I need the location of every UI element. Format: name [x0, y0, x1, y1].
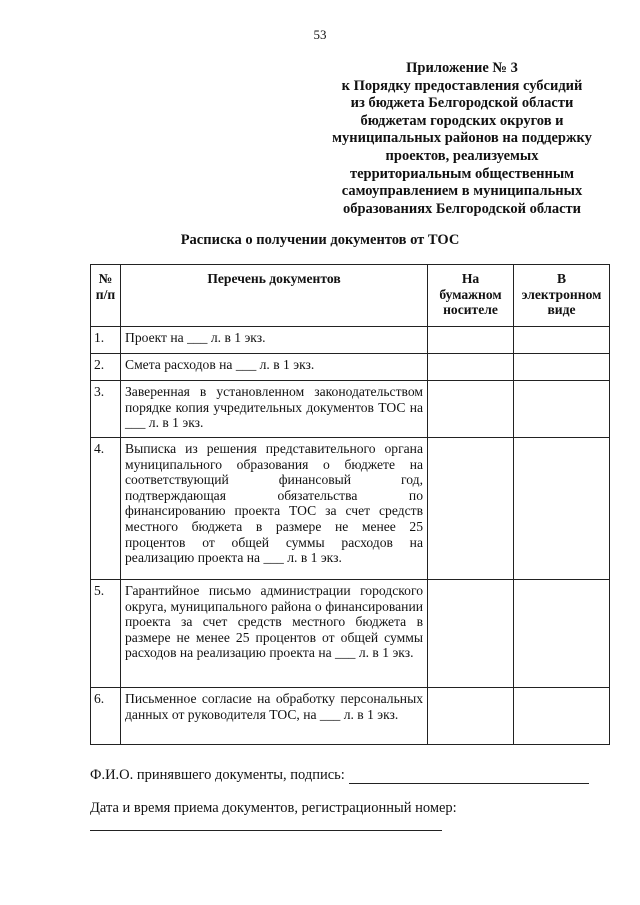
- electronic-cell: [514, 327, 610, 354]
- row-num: 5.: [91, 580, 121, 688]
- page-number: 53: [313, 27, 327, 42]
- appendix-line: самоуправлением в муниципальных: [341, 183, 583, 200]
- appendix-line: бюджетам городских округов и: [360, 112, 564, 129]
- paper-cell: [428, 438, 514, 580]
- row-num: 6.: [91, 688, 121, 745]
- table-row: [91, 327, 610, 354]
- appendix-line: территориальным общественным: [349, 165, 575, 182]
- electronic-cell: [514, 580, 610, 688]
- appendix-line: муниципальных районов на поддержку: [332, 130, 592, 147]
- table-row: [91, 354, 610, 381]
- appendix-line: Приложение № 3: [406, 60, 518, 76]
- header-paper: На бумажном носителе: [428, 265, 514, 327]
- table-header-row: [91, 265, 610, 327]
- paper-cell: [428, 580, 514, 688]
- row-doc: Заверенная в установленном законодательством порядке копия учредительных документов ТОС на ___ л. в 1 экз.: [121, 381, 428, 438]
- paper-cell: [428, 327, 514, 354]
- header-electronic: В электронном виде: [514, 265, 610, 327]
- paper-cell: [428, 354, 514, 381]
- date-blank: [90, 829, 442, 831]
- row-num: 3.: [91, 381, 121, 438]
- row-doc: Проект на ___ л. в 1 экз.: [121, 327, 428, 354]
- paper-cell: [428, 381, 514, 438]
- paper-cell: [428, 688, 514, 745]
- table-row: [91, 438, 610, 580]
- appendix-line: проектов, реализуемых: [385, 147, 539, 164]
- row-doc: Выписка из решения представительного органа муниципального образования о бюджете на соответствующий финансовый год, подтверждающая обязательства по финансированию проекта ТОС за счет средств местного бюджета в размере не менее 25 процентов от общей суммы расходов на реализацию проекта на ___ л. в 1 экз.: [121, 438, 428, 580]
- appendix-line: из бюджета Белгородской области: [350, 95, 574, 112]
- row-doc: Гарантийное письмо администрации городского округа, муниципального района о финансировании проекта за счет средств местного бюджета в размере не менее 25 процентов от общей суммы расходов на реализацию проекта на ___ л. в 1 экз.: [121, 580, 428, 688]
- appendix-line: образованиях Белгородской области: [342, 200, 582, 217]
- date-label: Дата и время приема документов, регистрационный номер:: [90, 800, 457, 816]
- electronic-cell: [514, 354, 610, 381]
- table-row: [91, 381, 610, 438]
- signature-label: Ф.И.О. принявшего документы, подпись:: [90, 767, 345, 783]
- electronic-cell: [514, 688, 610, 745]
- documents-table: [90, 264, 610, 745]
- header-num: № п/п: [91, 265, 121, 327]
- row-num: 4.: [91, 438, 121, 580]
- table-row: [91, 688, 610, 745]
- header-docs: Перечень документов: [121, 265, 428, 327]
- row-num: 1.: [91, 327, 121, 354]
- receipt-title: Расписка о получении документов от ТОС: [180, 232, 460, 248]
- appendix-line: к Порядку предоставления субсидий: [341, 77, 583, 94]
- row-doc: Смета расходов на ___ л. в 1 экз.: [121, 354, 428, 381]
- row-doc: Письменное согласие на обработку персональных данных от руководителя ТОС, на ___ л. в 1 экз.: [121, 688, 428, 745]
- appendix-header: [324, 60, 600, 218]
- row-num: 2.: [91, 354, 121, 381]
- table-row: [91, 580, 610, 688]
- electronic-cell: [514, 381, 610, 438]
- electronic-cell: [514, 438, 610, 580]
- signature-blank: [349, 769, 589, 784]
- signature-line: [90, 767, 610, 784]
